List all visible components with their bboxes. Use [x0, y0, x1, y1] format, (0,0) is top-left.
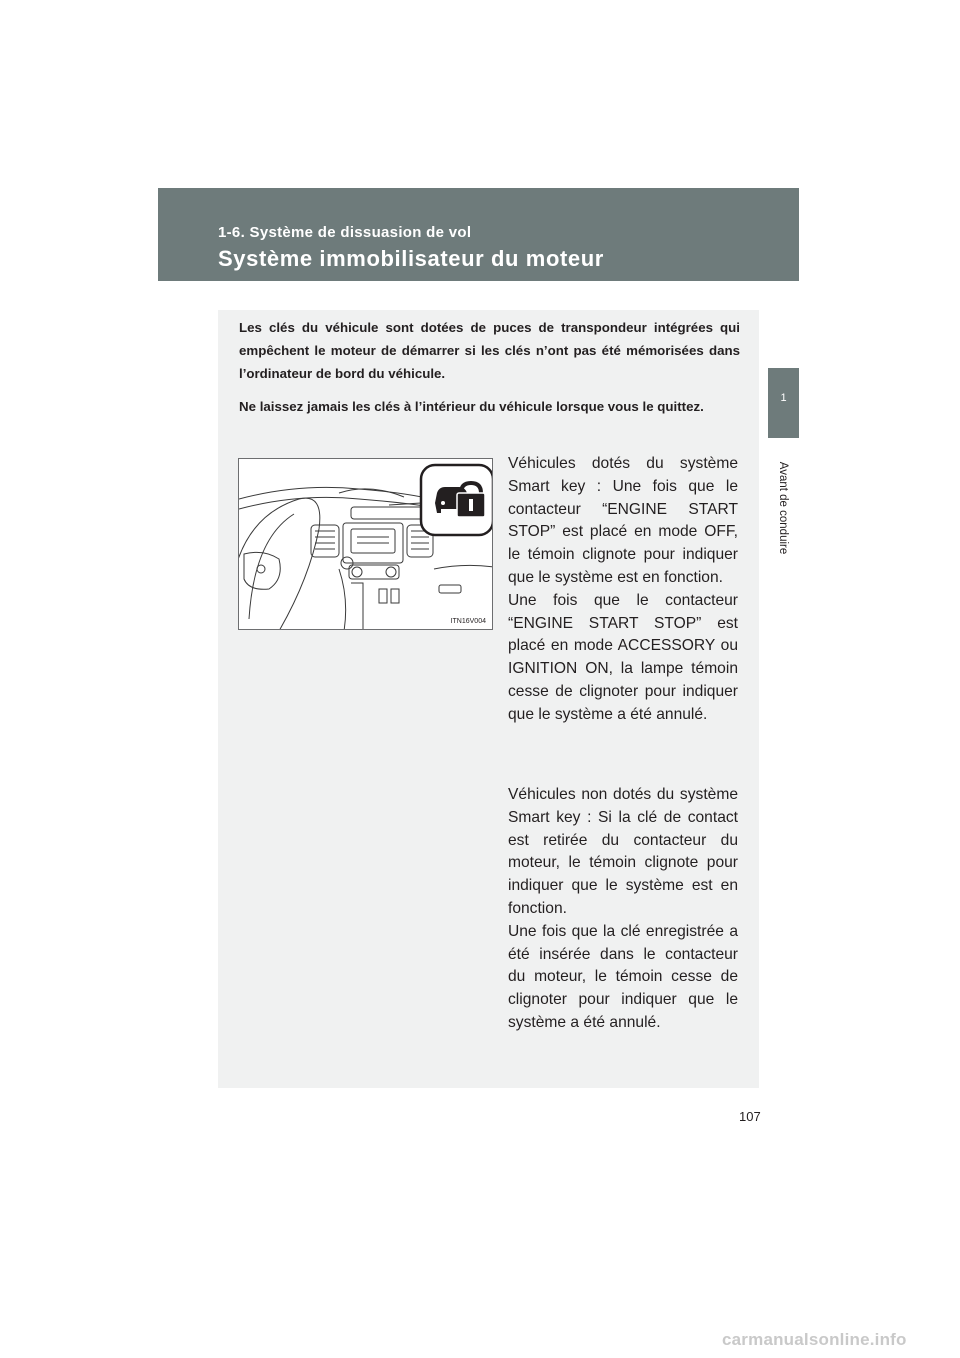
page-number: 107 — [739, 1109, 761, 1124]
chapter-label: Avant de conduire — [777, 461, 789, 555]
section-heading: 1-6. Système de dissuasion de vol — [218, 224, 472, 241]
chapter-side-label — [770, 443, 796, 573]
content-box — [218, 310, 759, 1088]
intro-paragraph: Les clés du véhicule sont dotées de puces de transpondeur intégrées qui empêchent le moteur de démarrer si les clés n’ont pas été mémorisées dans l’ordinateur de bord du véhicule. — [239, 320, 740, 381]
no-smart-key-inserted-text: Une fois que la clé enregistrée a été insérée dans le contacteur du moteur, le témoin cesse de clignoter pour indiquer que le système a été annulé. — [508, 922, 738, 1031]
dashboard-drawing — [239, 459, 493, 630]
no-smart-key-removed-text: Véhicules non dotés du système Smart key : Si la clé de contact est retirée du contacteur du moteur, le témoin clignote pour indiquer que le système est en fonction. — [508, 786, 738, 917]
watermark: carmanualsonline.info — [722, 1330, 907, 1349]
smart-key-paragraph — [508, 453, 738, 727]
dashboard-illustration — [238, 458, 493, 630]
chapter-number: 1 — [780, 392, 787, 404]
no-smart-key-paragraph — [508, 784, 738, 1035]
chapter-tab[interactable] — [768, 368, 799, 438]
figure-code: ITN16V004 — [450, 618, 486, 625]
warning-paragraph: Ne laissez jamais les clés à l’intérieur du véhicule lorsque vous le quittez. — [239, 399, 704, 414]
page-header — [158, 188, 799, 281]
page-title: Système immobilisateur du moteur — [218, 246, 604, 271]
smart-key-off-text: Véhicules dotés du système Smart key : Une fois que le contacteur “ENGINE START STOP” est placé en mode OFF, le témoin clignote pour indiquer que le système est en fonction. — [508, 455, 738, 586]
smart-key-on-text: Une fois que le contacteur “ENGINE START STOP” est placé en mode ACCESSORY ou IGNITION ON, la lampe témoin cesse de clignoter pour indiquer que le système a été annulé. — [508, 591, 738, 723]
